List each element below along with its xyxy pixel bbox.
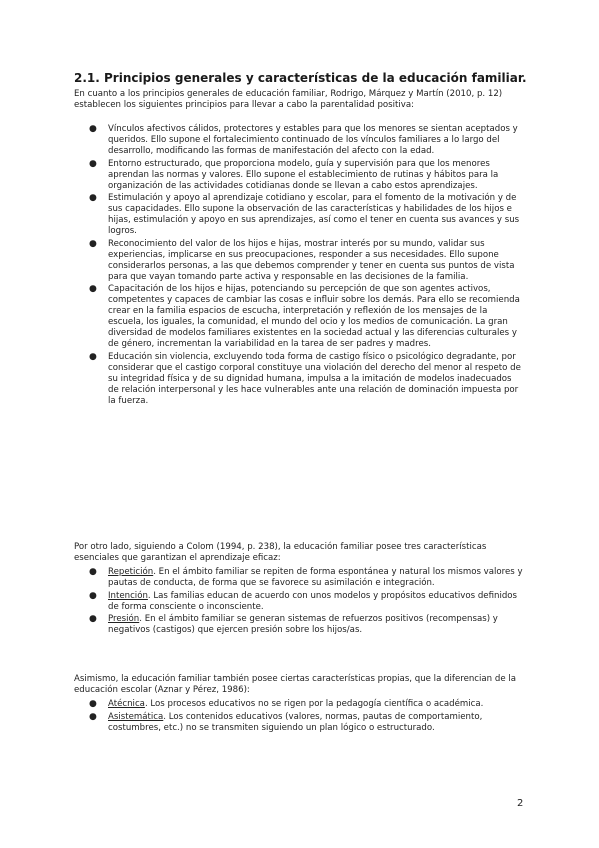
intro-paragraph: En cuanto a los principios generales de educación familiar, Rodrigo, Márquez y Martín (2010, p. 12) establecen los siguientes principios para llevar a cabo la parentalidad positiva: [74,89,503,110]
list-item [74,193,524,237]
page-number: 2 [517,798,524,809]
bullet-icon: ● [89,590,97,601]
list-item-text: . Los contenidos educativos (valores, normas, pautas de comportamiento, costumbres, etc.) no se transmiten siguiendo un plan lógico o estructurado. [108,711,483,733]
bullet-icon: ● [89,351,97,362]
bullet-icon: ● [89,124,97,134]
principles-list [74,124,524,409]
list-item-text: Estimulación y apoyo al aprendizaje cotidiano y escolar, para el fomento de la motivación y de sus capacidades. Ello supone la observación de las características y habilidades de los hijos e hijas, estimulación y apoyo en sus aprendizajes, así como el tener en cuenta sus avances y sus logros. [108,193,520,237]
bullet-icon: ● [89,567,97,577]
bullet-icon: ● [89,711,97,722]
bullet-icon: ● [89,238,97,249]
bullet-icon: ● [89,193,97,204]
list-item [74,284,524,350]
list-item-text: Educación sin violencia, excluyendo toda forma de castigo físico o psicológico degradante, por considerar que el castigo corporal constituye una violación del derecho del menor al respeto de su integridad física y de su dignidad humana, impulsa a la imitación de modelos inadecuados de relación interpersonal y les hace vulnerables ante una relación de dominación impuesta por la fuerza. [108,351,521,406]
bullet-icon: ● [89,699,97,709]
bullet-icon: ● [89,614,97,625]
list-item-text: . En el ámbito familiar se repiten de forma espontánea y natural los mismos valores y pautas de conducta, de forma que se favorece su asimilación e integración. [108,567,523,588]
list-item [74,567,524,589]
term-atecnica: Atécnica [108,699,145,709]
bullet-icon: ● [89,158,97,169]
list-item-text: . Los procesos educativos no se rigen por la pedagogía científica o académica. [144,699,484,709]
list-item-text: Reconocimiento del valor de los hijos e hijas, mostrar interés por su mundo, validar sus experiencias, implicarse en sus preocupaciones, responder a sus necesidades. Ello supone considerarlos personas, a las que debemos comprender y tener en cuenta sus puntos de vista para que vayan tomando parte activa y responsable en las decisiones de la familia. [108,238,515,282]
colom-intro-paragraph: Por otro lado, siguiendo a Colom (1994, p. 238), la educación familiar posee tres características esenciales que garantizan el aprendizaje eficaz: [74,542,487,563]
list-item [74,124,524,157]
list-item [74,699,524,710]
list-item [74,712,524,734]
term-intencion: Intención [108,590,148,601]
list-item [74,239,524,283]
aznar-intro-paragraph: Asimismo, la educación familiar también posee ciertas características propias, que la diferencian de la educación escolar (Aznar y Pérez, 1986): [74,674,516,695]
list-item-text: Capacitación de los hijos e hijas, potenciando su percepción de que son agentes activos, competentes y capaces de cambiar las cosas e influir sobre los demás. Para ello se recomienda crear en la familia espacios de escucha, interpretación y reflexión de los mensajes de la escuela, los iguales, la comunidad, el mundo del ocio y los medios de comunicación. La gran diversidad de modelos familiares existentes en la sociedad actual y las diferencias culturales y de género, incrementan la variabilidad en la tarea de ser padres y madres. [108,284,520,350]
list-item [74,352,524,407]
list-item-text: Entorno estructurado, que proporciona modelo, guía y supervisión para que los menores aprendan las normas y valores. Ello supone el establecimiento de rutinas y hábitos para la organización de las actividades cotidianas donde se llevan a cabo estos aprendizajes. [108,158,499,191]
list-item [74,614,524,636]
aznar-list [74,699,524,735]
term-asistematica: Asistemática [108,711,164,722]
section-heading: 2.1. Principios generales y características de la educación familiar. [74,71,527,85]
list-item [74,159,524,192]
list-item-text: . Las familias educan de acuerdo con unos modelos y propósitos educativos definidos de forma consciente o inconsciente. [108,590,518,612]
bullet-icon: ● [89,284,97,295]
list-item-text: . En el ámbito familiar se generan sistemas de refuerzos positivos (recompensas) y negativos (castigos) que ejercen presión sobre los hijos/as. [108,614,498,636]
colom-list [74,567,524,638]
list-item [74,591,524,613]
term-repeticion: Repetición [108,567,154,577]
list-item-text: Vínculos afectivos cálidos, protectores y estables para que los menores se sientan aceptados y queridos. Ello supone el fortalecimiento continuado de los vínculos familiares a lo largo del desarrollo, modificando las formas de manifestación del afecto con la edad. [108,124,518,156]
term-presion: Presión [108,614,140,625]
